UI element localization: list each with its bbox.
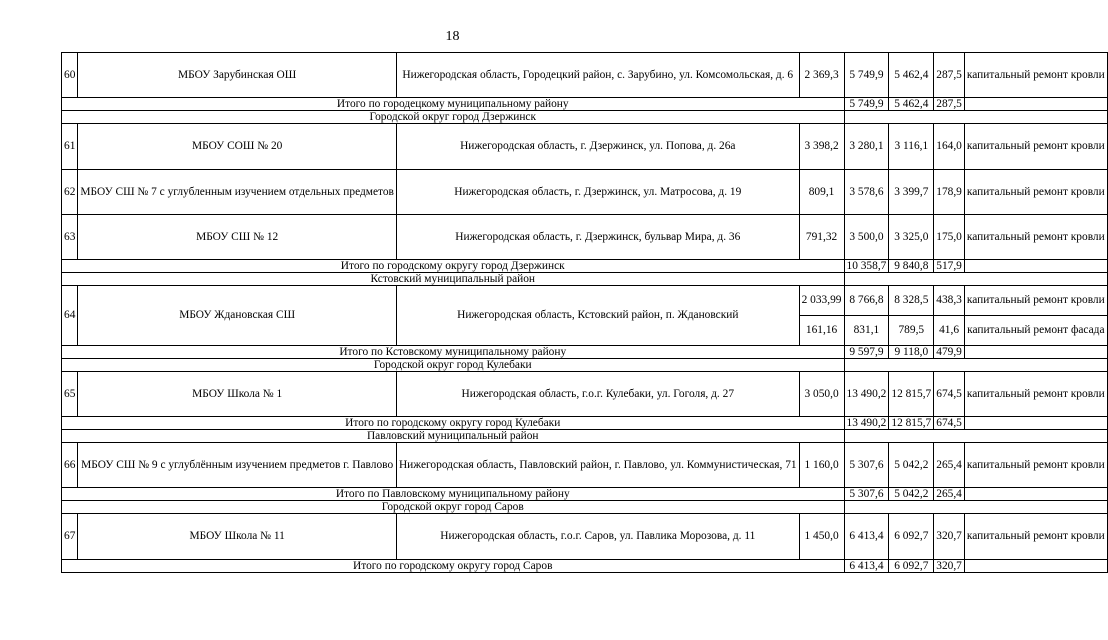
- regional-cost: 6 092,7: [889, 514, 934, 560]
- regional-cost: 12 815,7: [889, 372, 934, 417]
- table-row: [62, 53, 1108, 98]
- subtotal-row: [62, 346, 1108, 359]
- work-type: капитальный ремонт кровли: [964, 514, 1107, 560]
- total-cost: 8 766,8: [844, 286, 889, 316]
- area-value: 2 369,3: [799, 53, 844, 98]
- total-cost: 3 500,0: [844, 215, 889, 260]
- local-cost: 175,0: [934, 215, 965, 260]
- school-address: Нижегородская область, г.о.г. Саров, ул. Павлика Морозова, д. 11: [396, 514, 799, 560]
- regional-cost: 3 399,7: [889, 170, 934, 215]
- district-header: Павловский муниципальный район: [62, 430, 845, 443]
- total-cost: 6 413,4: [844, 560, 889, 573]
- subtotal-label: Итого по Павловскому муниципальному району: [62, 488, 845, 501]
- area-value: 809,1: [799, 170, 844, 215]
- total-cost: 13 490,2: [844, 372, 889, 417]
- local-cost: 674,5: [934, 372, 965, 417]
- regional-cost: 5 042,2: [889, 443, 934, 488]
- school-name: МБОУ Зарубинская ОШ: [78, 53, 397, 98]
- subtotal-row: [62, 560, 1108, 573]
- school-name: МБОУ СШ № 7 с углубленным изучением отдельных предметов: [78, 170, 397, 215]
- row-number: 63: [62, 215, 78, 260]
- school-address: Нижегородская область, Павловский район, г. Павлово, ул. Коммунистическая, 71: [396, 443, 799, 488]
- page-number: 18: [445, 29, 460, 44]
- total-cost: 13 490,2: [844, 417, 889, 430]
- school-name: МБОУ Школа № 1: [78, 372, 397, 417]
- total-cost: 5 307,6: [844, 443, 889, 488]
- regional-cost: 5 462,4: [889, 53, 934, 98]
- total-cost: 3 578,6: [844, 170, 889, 215]
- local-cost: 674,5: [934, 417, 965, 430]
- row-number: 65: [62, 372, 78, 417]
- total-cost: 831,1: [844, 316, 889, 346]
- total-cost: 6 413,4: [844, 514, 889, 560]
- regional-cost: 789,5: [889, 316, 934, 346]
- subtotal-row: [62, 260, 1108, 273]
- total-cost: 9 597,9: [844, 346, 889, 359]
- school-name: МБОУ СШ № 9 с углублённым изучением предметов г. Павлово: [78, 443, 397, 488]
- subtotal-label: Итого по Кстовскому муниципальному району: [62, 346, 845, 359]
- work-type: капитальный ремонт кровли: [964, 170, 1107, 215]
- area-value: 1 160,0: [799, 443, 844, 488]
- regional-cost: 9 118,0: [889, 346, 934, 359]
- budget-table: [61, 52, 1108, 573]
- district-header: Кстовский муниципальный район: [62, 273, 845, 286]
- work-type: капитальный ремонт кровли: [964, 443, 1107, 488]
- subtotal-label: Итого по городскому округу город Саров: [62, 560, 845, 573]
- table-row: [62, 286, 1108, 316]
- total-cost: 10 358,7: [844, 260, 889, 273]
- area-value: 3 050,0: [799, 372, 844, 417]
- total-cost: 3 280,1: [844, 124, 889, 170]
- area-value: 1 450,0: [799, 514, 844, 560]
- local-cost: 265,4: [934, 443, 965, 488]
- school-name: МБОУ СОШ № 20: [78, 124, 397, 170]
- local-cost: 517,9: [934, 260, 965, 273]
- area-value: 3 398,2: [799, 124, 844, 170]
- subtotal-label: Итого по городскому округу город Кулебаки: [62, 417, 845, 430]
- school-address: Нижегородская область, г. Дзержинск, бульвар Мира, д. 36: [396, 215, 799, 260]
- subtotal-row: [62, 417, 1108, 430]
- school-address: Нижегородская область, г.о.г. Кулебаки, ул. Гоголя, д. 27: [396, 372, 799, 417]
- row-number: 66: [62, 443, 78, 488]
- total-cost: 5 307,6: [844, 488, 889, 501]
- district-header-row: [62, 430, 1108, 443]
- work-type: капитальный ремонт кровли: [964, 372, 1107, 417]
- school-address: Нижегородская область, Городецкий район, с. Зарубино, ул. Комсомольская, д. 6: [396, 53, 799, 98]
- subtotal-label: Итого по городскому округу город Дзержинск: [62, 260, 845, 273]
- work-type: капитальный ремонт кровли: [964, 124, 1107, 170]
- local-cost: 479,9: [934, 346, 965, 359]
- regional-cost: 5 042,2: [889, 488, 934, 501]
- district-header: Городской округ город Саров: [62, 501, 845, 514]
- total-cost: 5 749,9: [844, 53, 889, 98]
- table-row: [62, 124, 1108, 170]
- regional-cost: 6 092,7: [889, 560, 934, 573]
- row-number: 64: [62, 286, 78, 346]
- regional-cost: 3 325,0: [889, 215, 934, 260]
- district-header: Городской округ город Кулебаки: [62, 359, 845, 372]
- local-cost: 41,6: [934, 316, 965, 346]
- work-type: капитальный ремонт фасада: [964, 316, 1107, 346]
- local-cost: 265,4: [934, 488, 965, 501]
- district-header: Городской округ город Дзержинск: [62, 111, 845, 124]
- school-name: МБОУ Ждановская СШ: [78, 286, 397, 346]
- table-row: [62, 170, 1108, 215]
- district-header-row: [62, 273, 1108, 286]
- subtotal-row: [62, 98, 1108, 111]
- regional-cost: 9 840,8: [889, 260, 934, 273]
- subtotal-row: [62, 488, 1108, 501]
- regional-cost: 5 462,4: [889, 98, 934, 111]
- area-value: 161,16: [799, 316, 844, 346]
- work-type: капитальный ремонт кровли: [964, 286, 1107, 316]
- local-cost: 164,0: [934, 124, 965, 170]
- school-address: Нижегородская область, г. Дзержинск, ул. Матросова, д. 19: [396, 170, 799, 215]
- work-type: капитальный ремонт кровли: [964, 215, 1107, 260]
- school-address: Нижегородская область, г. Дзержинск, ул. Попова, д. 26а: [396, 124, 799, 170]
- row-number: 67: [62, 514, 78, 560]
- regional-cost: 3 116,1: [889, 124, 934, 170]
- area-value: 2 033,99: [799, 286, 844, 316]
- local-cost: 320,7: [934, 560, 965, 573]
- school-address: Нижегородская область, Кстовский район, п. Ждановский: [396, 286, 799, 346]
- school-name: МБОУ СШ № 12: [78, 215, 397, 260]
- local-cost: 438,3: [934, 286, 965, 316]
- table-row: [62, 215, 1108, 260]
- local-cost: 287,5: [934, 98, 965, 111]
- subtotal-label: Итого по городецкому муниципальному району: [62, 98, 845, 111]
- local-cost: 320,7: [934, 514, 965, 560]
- row-number: 61: [62, 124, 78, 170]
- district-header-row: [62, 111, 1108, 124]
- regional-cost: 8 328,5: [889, 286, 934, 316]
- district-header-row: [62, 501, 1108, 514]
- work-type: капитальный ремонт кровли: [964, 53, 1107, 98]
- row-number: 62: [62, 170, 78, 215]
- total-cost: 5 749,9: [844, 98, 889, 111]
- local-cost: 178,9: [934, 170, 965, 215]
- local-cost: 287,5: [934, 53, 965, 98]
- row-number: 60: [62, 53, 78, 98]
- school-name: МБОУ Школа № 11: [78, 514, 397, 560]
- regional-cost: 12 815,7: [889, 417, 934, 430]
- district-header-row: [62, 359, 1108, 372]
- table-row: [62, 372, 1108, 417]
- area-value: 791,32: [799, 215, 844, 260]
- table-row: [62, 514, 1108, 560]
- table-row: [62, 443, 1108, 488]
